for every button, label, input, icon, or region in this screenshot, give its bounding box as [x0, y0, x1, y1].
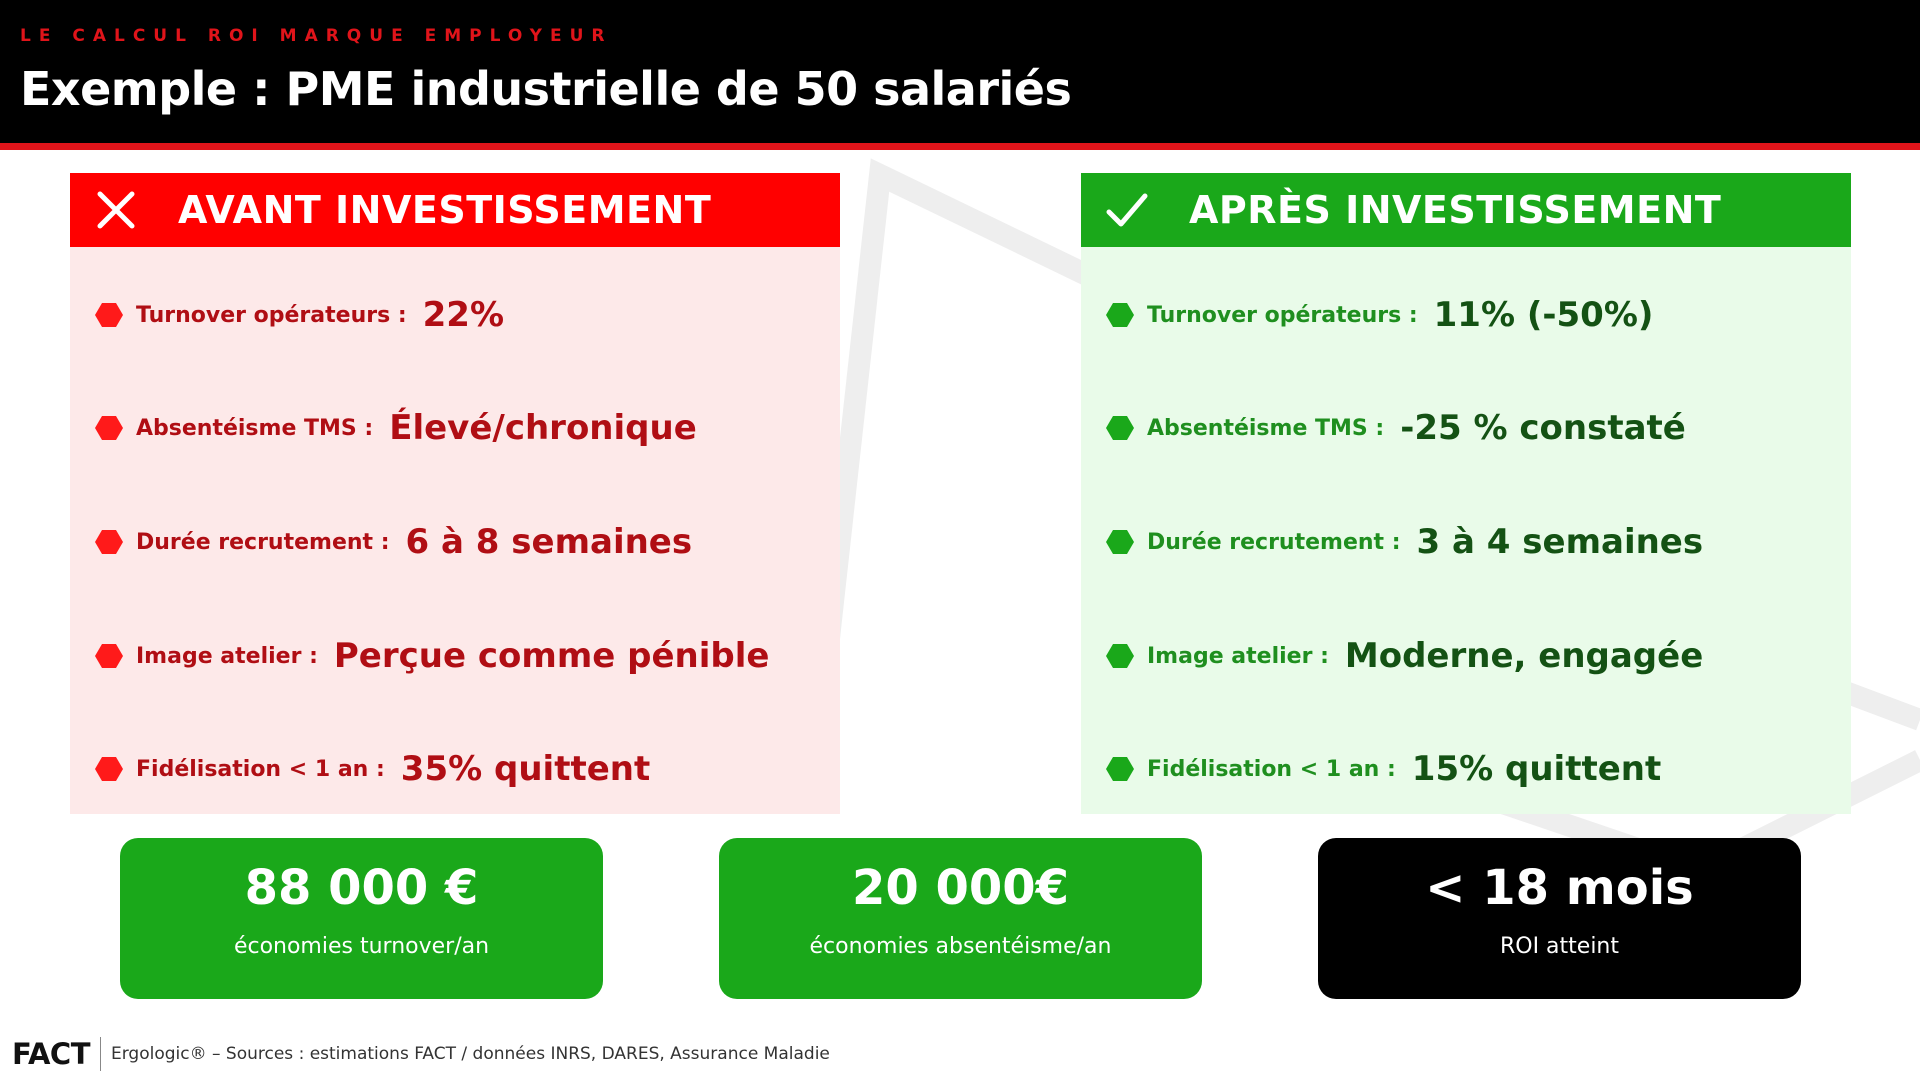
header-bar [0, 0, 1920, 143]
hexagon-bullet-icon [1105, 527, 1135, 557]
hexagon-bullet-icon [1105, 413, 1135, 443]
row-label: Turnover opérateurs : [1147, 302, 1418, 328]
list-item [94, 631, 769, 681]
kpi-value: < 18 mois [1425, 860, 1694, 916]
kpi-caption: économies absentéisme/an [809, 934, 1112, 959]
header-divider [0, 143, 1920, 150]
row-label: Fidélisation < 1 an : [136, 756, 385, 782]
footer-divider [100, 1037, 101, 1071]
list-item [1105, 517, 1703, 567]
list-item [1105, 403, 1686, 453]
row-label: Turnover opérateurs : [136, 302, 407, 328]
row-label: Durée recrutement : [1147, 529, 1401, 555]
kpi-caption: économies turnover/an [233, 934, 490, 959]
row-value: 3 à 4 semaines [1416, 522, 1704, 562]
row-value: -25 % constaté [1400, 408, 1686, 448]
hexagon-bullet-icon [1105, 754, 1135, 784]
kpi-value: 20 000€ [851, 860, 1070, 916]
check-icon [1103, 186, 1151, 234]
row-label: Absentéisme TMS : [136, 415, 374, 441]
kpi-card-absenteeism-savings [719, 838, 1202, 999]
list-item [94, 290, 504, 340]
after-panel [1081, 173, 1851, 814]
row-value: Élevé/chronique [389, 408, 697, 448]
row-value: Perçue comme pénible [333, 636, 770, 676]
kpi-value: 88 000 € [244, 860, 479, 916]
page-title: Exemple : PME industrielle de 50 salariés [20, 62, 1072, 116]
row-value: 15% quittent [1411, 749, 1662, 789]
after-panel-header [1081, 173, 1851, 247]
header-kicker: LE CALCUL ROI MARQUE EMPLOYEUR [20, 26, 613, 46]
row-value: 35% quittent [400, 749, 651, 789]
fact-logo: FACT [12, 1037, 90, 1071]
kpi-caption: ROI atteint [1499, 934, 1620, 959]
list-item [94, 403, 697, 453]
hexagon-bullet-icon [94, 527, 124, 557]
row-value: 22% [422, 295, 505, 335]
footer [12, 1037, 830, 1071]
row-label: Fidélisation < 1 an : [1147, 756, 1396, 782]
row-label: Durée recrutement : [136, 529, 390, 555]
kpi-card-turnover-savings [120, 838, 603, 999]
hexagon-bullet-icon [94, 641, 124, 671]
footer-sources: Ergologic® – Sources : estimations FACT / données INRS, DARES, Assurance Maladie [111, 1044, 830, 1064]
row-value: 11% (-50%) [1433, 295, 1654, 335]
row-label: Image atelier : [136, 643, 318, 669]
list-item [1105, 631, 1703, 681]
row-value: Moderne, engagée [1344, 636, 1704, 676]
list-item [1105, 744, 1661, 794]
after-panel-title: APRÈS INVESTISSEMENT [1189, 188, 1722, 232]
hexagon-bullet-icon [94, 754, 124, 784]
cross-icon [92, 186, 140, 234]
hexagon-bullet-icon [94, 413, 124, 443]
row-label: Image atelier : [1147, 643, 1329, 669]
before-panel-title: AVANT INVESTISSEMENT [178, 188, 712, 232]
list-item [1105, 290, 1653, 340]
row-value: 6 à 8 semaines [405, 522, 693, 562]
row-label: Absentéisme TMS : [1147, 415, 1385, 441]
hexagon-bullet-icon [94, 300, 124, 330]
hexagon-bullet-icon [1105, 641, 1135, 671]
hexagon-bullet-icon [1105, 300, 1135, 330]
kpi-card-roi [1318, 838, 1801, 999]
list-item [94, 744, 650, 794]
before-panel-header [70, 173, 840, 247]
before-panel [70, 173, 840, 814]
list-item [94, 517, 692, 567]
